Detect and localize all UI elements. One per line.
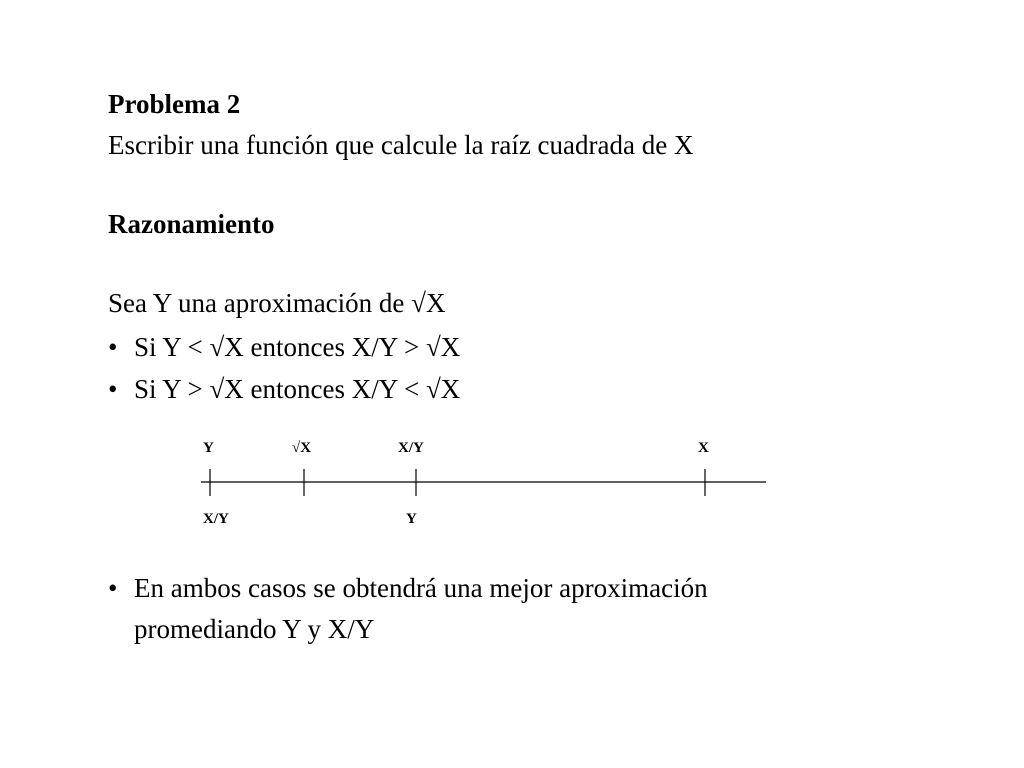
reasoning-bullet-2: [108, 373, 460, 405]
reasoning-heading: Razonamiento: [108, 209, 275, 239]
reasoning-bullet-1: [108, 331, 460, 363]
conclusion-line-1: En ambos casos se obtendrá una mejor aproximación: [134, 573, 708, 603]
conclusion-bullet: [108, 572, 708, 604]
label-above-x-over-y: X/Y: [398, 440, 424, 456]
bullet-text: Si Y > √X entonces X/Y < √X: [134, 374, 461, 404]
problem-statement: Escribir una función que calcule la raíz cuadrada de X: [108, 130, 694, 160]
label-below-y: Y: [406, 511, 417, 527]
bullet-text: Si Y < √X entonces X/Y > √X: [134, 332, 461, 362]
conclusion-line-2: promediando Y y X/Y: [134, 614, 375, 644]
reasoning-intro: Sea Y una aproximación de √X: [108, 288, 446, 318]
label-above-y: Y: [203, 440, 214, 456]
problem-title: Problema 2: [108, 89, 241, 119]
label-below-x-over-y: X/Y: [203, 511, 229, 527]
label-above-sqrt-x: √X: [292, 440, 312, 456]
bullet-symbol: •: [108, 332, 118, 362]
label-above-x: X: [698, 440, 709, 456]
bullet-symbol: •: [108, 573, 118, 603]
bullet-symbol: •: [108, 374, 118, 404]
